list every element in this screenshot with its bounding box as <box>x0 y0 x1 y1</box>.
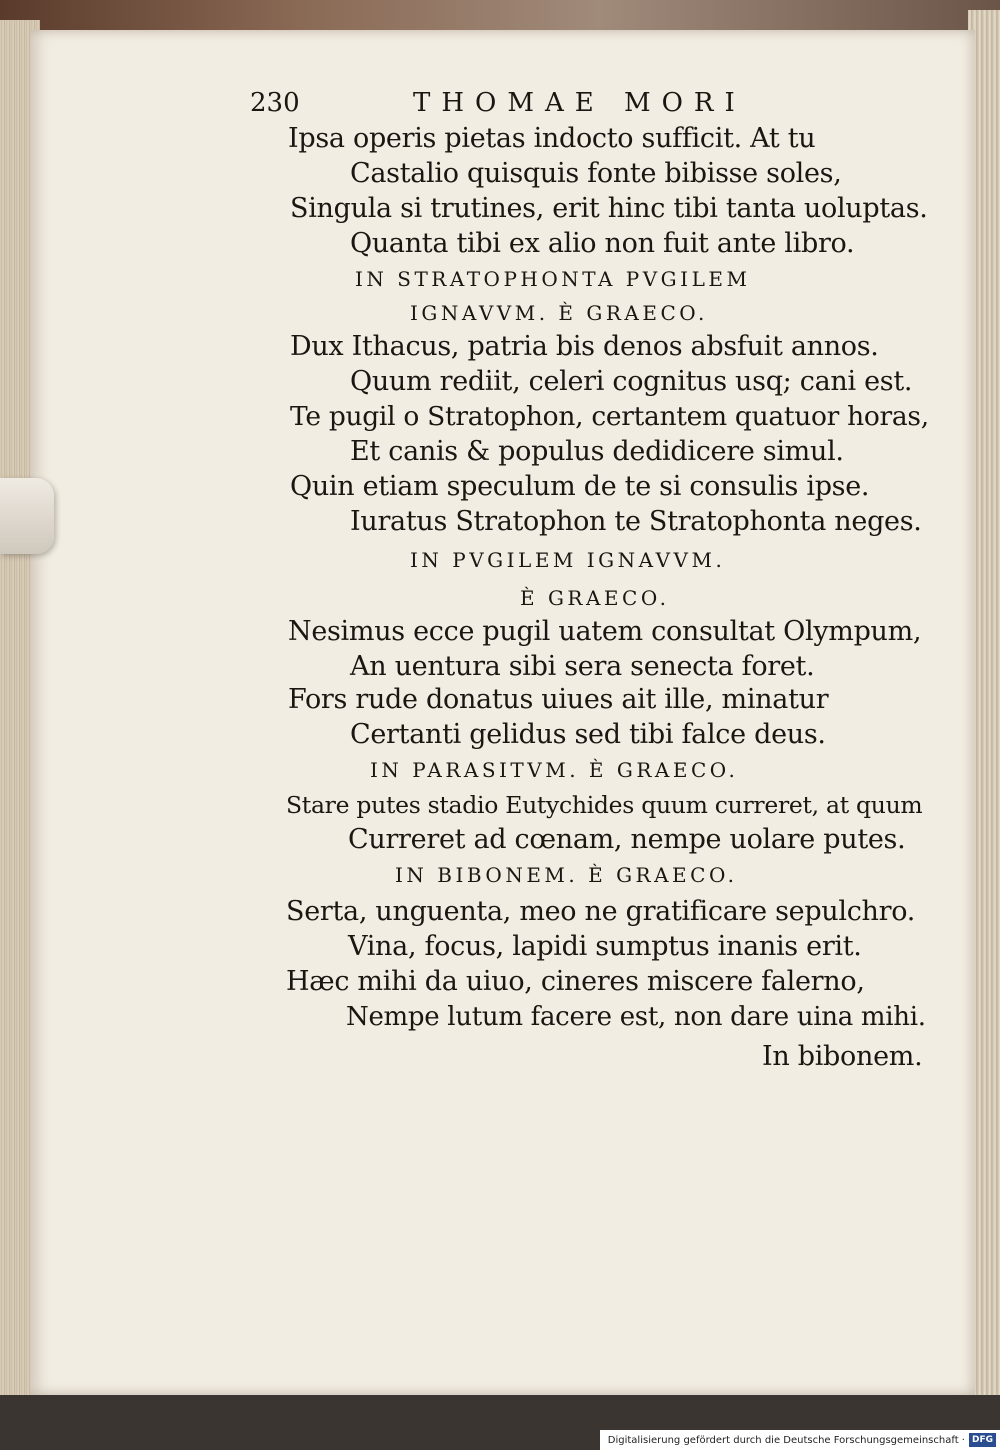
epigram-heading: IN PVGILEM IGNAVVM. <box>410 548 726 572</box>
footer-credit <box>600 1430 1000 1450</box>
verse-line: Castalio quisquis fonte bibisse soles, <box>350 158 842 189</box>
epigram-heading: È GRAECO. <box>520 586 670 610</box>
verse-line: Certanti gelidus sed tibi falce deus. <box>350 719 826 750</box>
verse-line: Stare putes stadio Eutychides quum curreret, at quum <box>286 791 923 819</box>
verse-line: Et canis & populus dedidicere simul. <box>350 436 844 467</box>
verse-line: Vina, focus, lapidi sumptus inanis erit. <box>348 931 862 962</box>
bookmark-tab <box>0 478 54 554</box>
book-binding <box>0 0 1000 30</box>
verse-line: Quum rediit, celeri cognitus usq; cani est. <box>350 366 913 397</box>
page-number: 230 <box>250 88 300 118</box>
verse-line: Fors rude donatus uiues ait ille, minatur <box>288 684 829 715</box>
verse-line: Nesimus ecce pugil uatem consultat Olympum, <box>288 616 922 647</box>
verse-line: Singula si trutines, erit hinc tibi tanta uoluptas. <box>290 193 928 224</box>
verse-line: An uentura sibi sera senecta foret. <box>350 651 815 682</box>
footer-credit-text: Digitalisierung gefördert durch die Deutsche Forschungsgemeinschaft · <box>607 1434 965 1446</box>
catchword: In bibonem. <box>762 1041 923 1072</box>
running-title: THOMAE MORI <box>413 88 746 118</box>
verse-line: Dux Ithacus, patria bis denos absfuit annos. <box>290 331 879 362</box>
verse-line: Nempe lutum facere est, non dare uina mihi. <box>346 1002 926 1032</box>
epigram-heading: IGNAVVM. È GRAECO. <box>410 301 708 325</box>
verse-line: Hæc mihi da uiuo, cineres miscere falerno, <box>286 966 865 997</box>
verse-line: Quin etiam speculum de te si consulis ipse. <box>290 471 870 502</box>
verse-line: Serta, unguenta, meo ne gratificare sepulchro. <box>286 896 916 927</box>
dfg-logo-icon: DFG <box>969 1433 996 1447</box>
running-head <box>250 88 790 118</box>
epigram-heading: IN PARASITVM. È GRAECO. <box>370 758 739 782</box>
verse-line: Iuratus Stratophon te Stratophonta neges. <box>350 506 922 537</box>
verse-line: Te pugil o Stratophon, certantem quatuor horas, <box>290 401 929 432</box>
verse-line: Curreret ad cœnam, nempe uolare putes. <box>348 824 906 855</box>
verse-line: Ipsa operis pietas indocto sufficit. At tu <box>288 123 816 154</box>
epigram-heading: IN STRATOPHONTA PVGILEM <box>355 267 751 291</box>
verse-line: Quanta tibi ex alio non fuit ante libro. <box>350 228 855 259</box>
epigram-heading: IN BIBONEM. È GRAECO. <box>395 863 738 887</box>
